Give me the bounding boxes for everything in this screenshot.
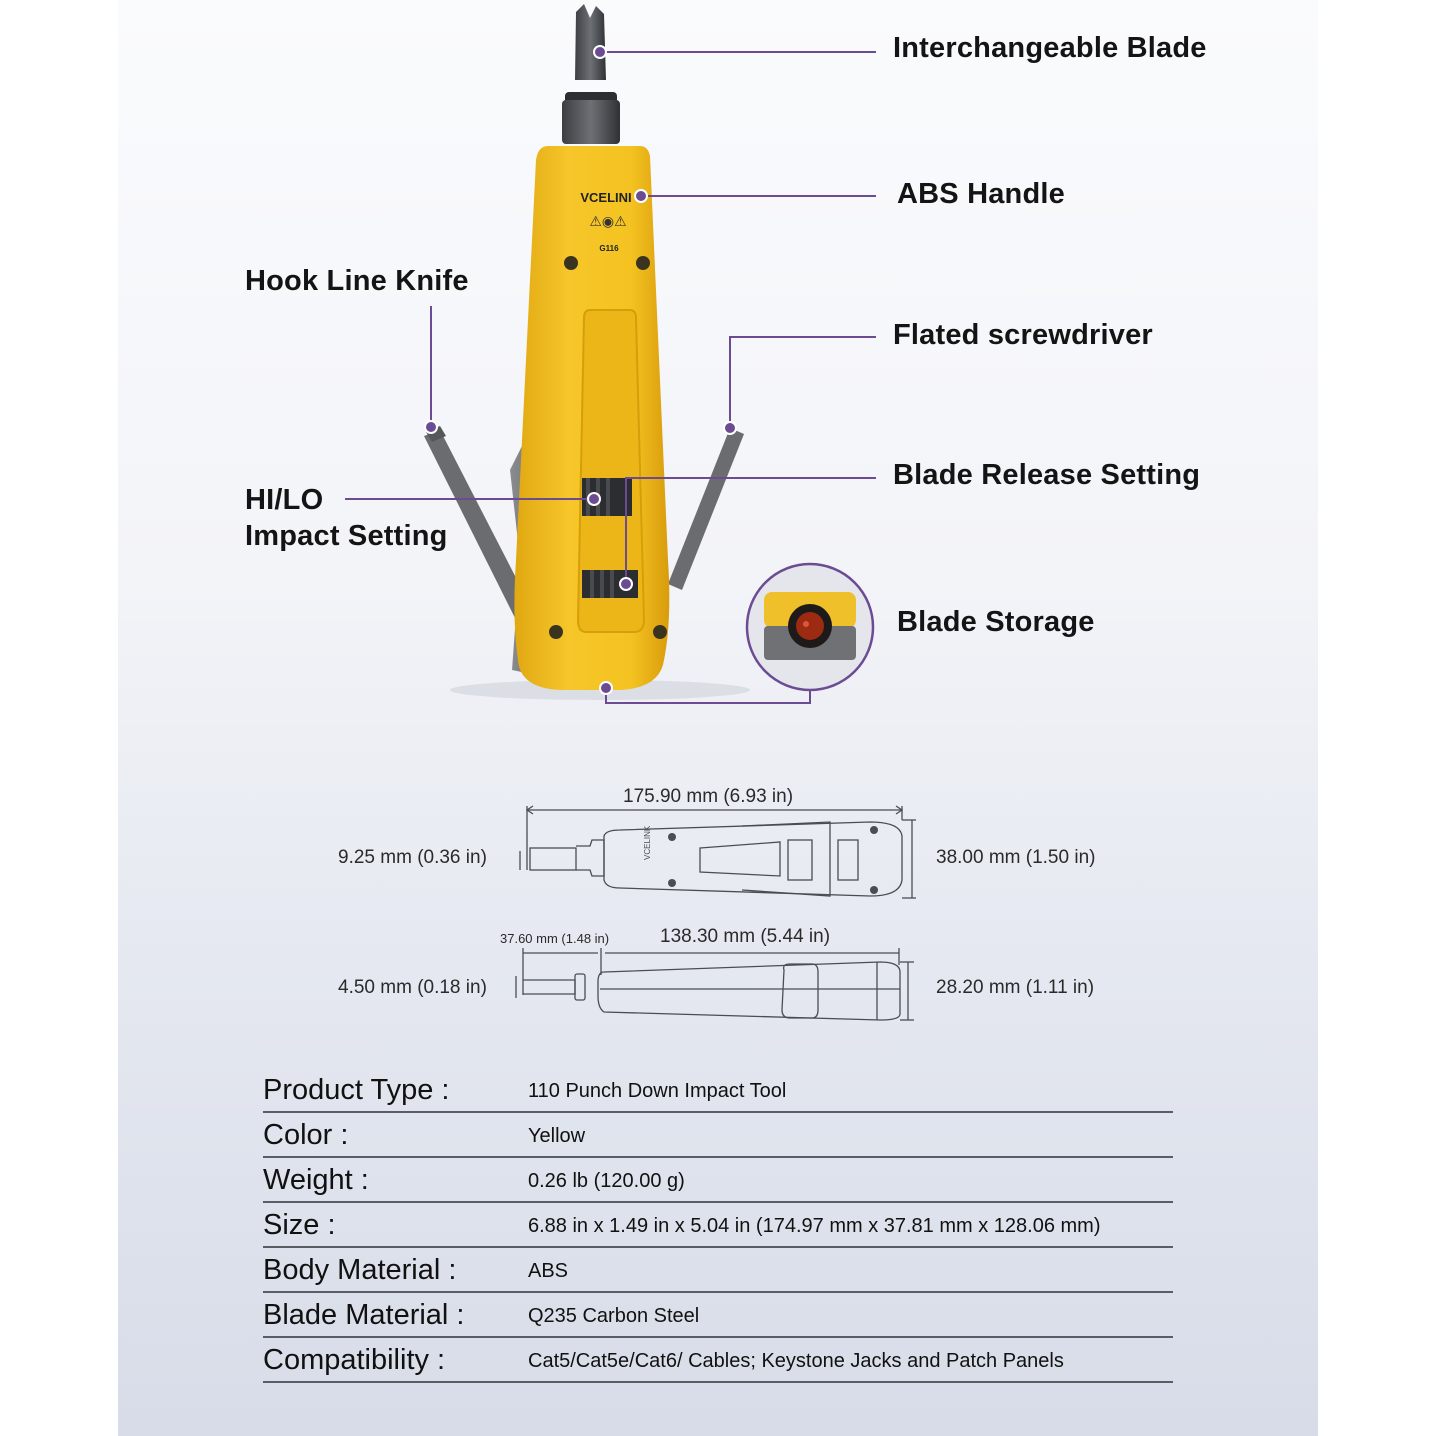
svg-text:G116: G116 <box>599 244 619 253</box>
spec-value: Q235 Carbon Steel <box>528 1305 700 1327</box>
callout-blade-release-setting: Blade Release Setting <box>893 459 1201 491</box>
spec-value: Cat5/Cat5e/Cat6/ Cables; Keystone Jacks and Patch Panels <box>528 1350 1064 1372</box>
spec-value: 0.26 lb (120.00 g) <box>528 1170 685 1192</box>
spec-value: 6.88 in x 1.49 in x 5.04 in (174.97 mm x 37.81 mm x 128.06 mm) <box>528 1215 1101 1237</box>
dim-body-length: 138.30 mm (5.44 in) <box>660 926 831 947</box>
side-view-drawing <box>516 948 914 1020</box>
spec-value: ABS <box>528 1260 569 1282</box>
spec-row-body-material <box>263 1246 1173 1293</box>
blade-storage-inset <box>747 564 873 690</box>
callout-hook-line-knife: Hook Line Knife <box>245 265 469 297</box>
dim-blade-thickness: 4.50 mm (0.18 in) <box>338 977 487 998</box>
callout-hilo-line2: Impact Setting <box>245 520 448 552</box>
spec-label: Product Type : <box>263 1074 450 1106</box>
callout-blade-storage: Blade Storage <box>897 606 1095 638</box>
callout-hilo-line1: HI/LO <box>245 484 324 516</box>
dim-blade-length: 37.60 mm (1.48 in) <box>500 931 610 946</box>
spec-row-weight <box>263 1156 1173 1203</box>
spec-row-blade-material <box>263 1291 1173 1338</box>
top-view-drawing <box>520 806 916 898</box>
svg-text:⚠◉⚠: ⚠◉⚠ <box>589 213 627 229</box>
flated-screwdriver-blade <box>668 428 744 590</box>
svg-text:VCELINK: VCELINK <box>643 825 652 860</box>
spec-label: Compatibility : <box>263 1344 446 1376</box>
spec-row-size <box>263 1201 1173 1248</box>
svg-text:VCELINI: VCELINI <box>580 190 632 205</box>
spec-label: Size : <box>263 1209 336 1241</box>
callout-abs-handle: ABS Handle <box>897 178 1065 210</box>
spec-label: Blade Material : <box>263 1299 465 1331</box>
dim-blade-width: 9.25 mm (0.36 in) <box>338 847 487 868</box>
dim-body-width: 38.00 mm (1.50 in) <box>936 847 1096 868</box>
interchangeable-blade-part <box>562 4 620 144</box>
callout-flated-screwdriver: Flated screwdriver <box>893 319 1153 351</box>
spec-value: Yellow <box>528 1125 586 1147</box>
dim-body-height: 28.20 mm (1.11 in) <box>936 977 1095 998</box>
spec-label: Weight : <box>263 1164 369 1196</box>
callout-interchangeable-blade: Interchangeable Blade <box>893 32 1207 64</box>
dim-overall-length: 175.90 mm (6.93 in) <box>623 786 794 807</box>
spec-value: 110 Punch Down Impact Tool <box>528 1080 787 1102</box>
spec-row-compatibility <box>263 1336 1173 1383</box>
spec-row-color <box>263 1111 1173 1158</box>
spec-label: Body Material : <box>263 1254 457 1286</box>
top-view-details <box>643 825 878 894</box>
spec-row-product-type <box>263 1066 1173 1113</box>
spec-label: Color : <box>263 1119 349 1151</box>
